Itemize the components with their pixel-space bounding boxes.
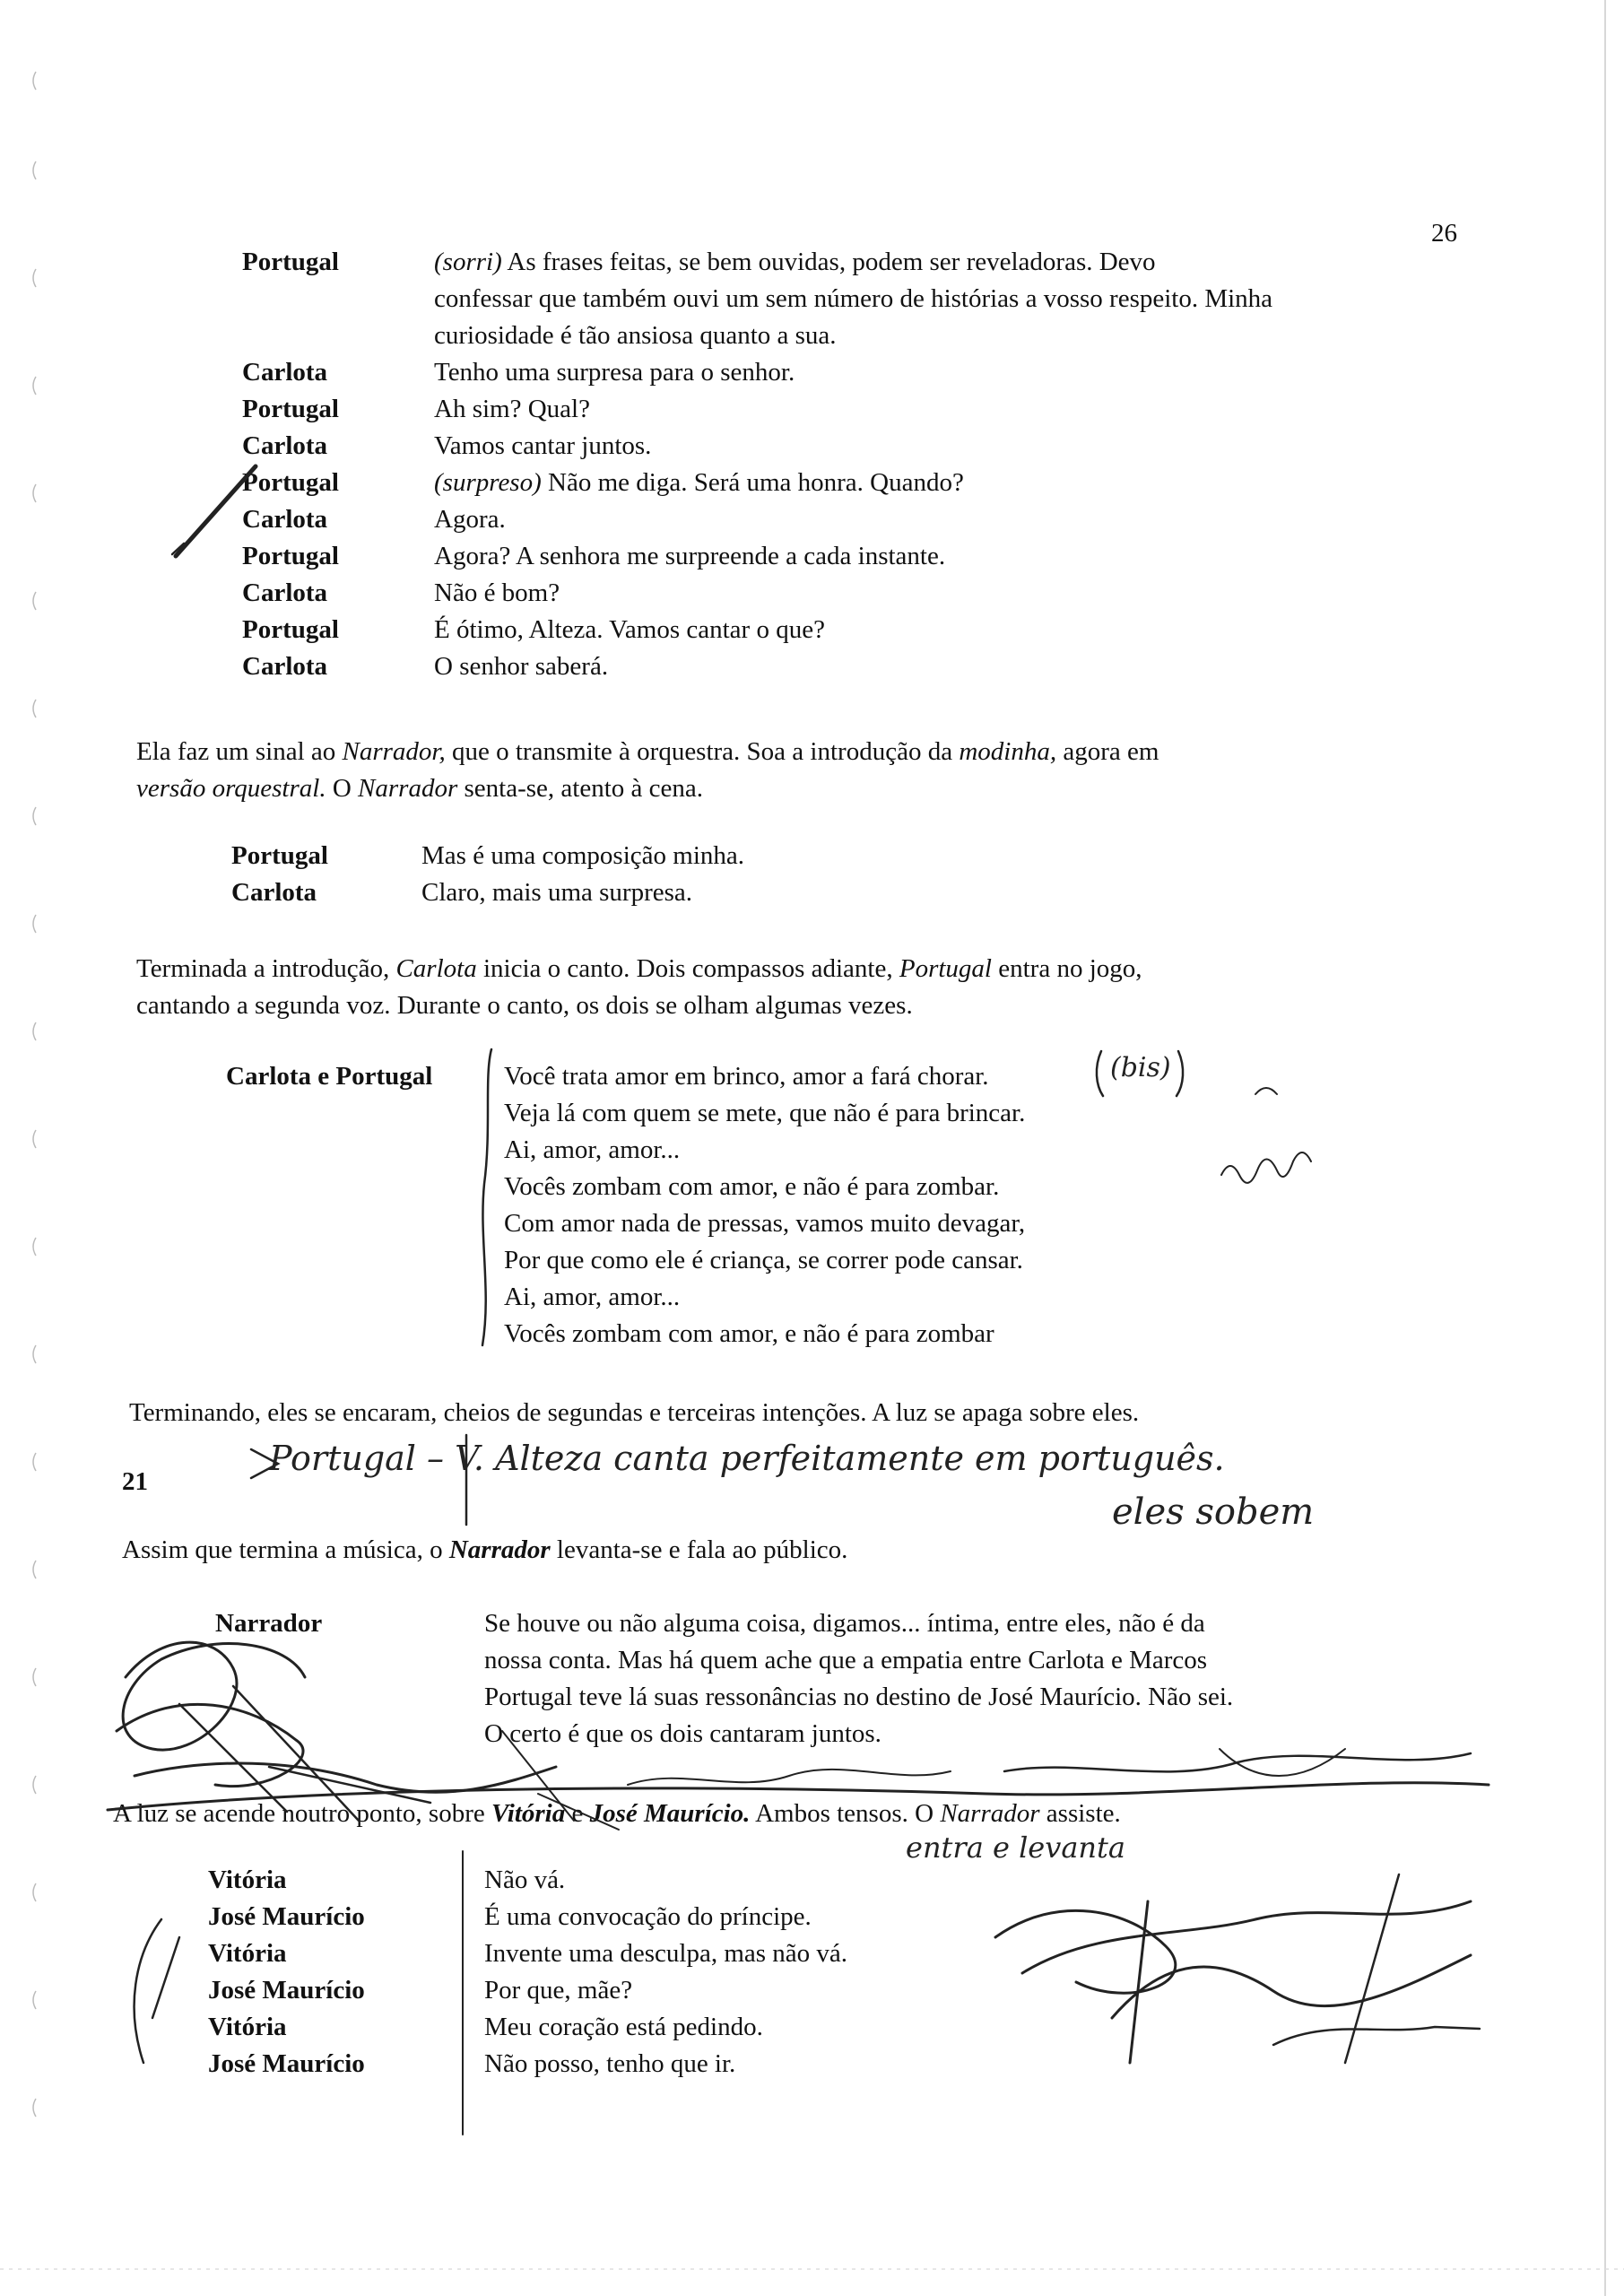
text-run: levanta-se e fala ao público.	[550, 1535, 848, 1564]
block1-speakers	[242, 244, 339, 685]
narrador-speaker: Narrador	[215, 1609, 323, 1638]
dialogue-line: Você trata amor em brinco, amor a fará chorar.	[504, 1062, 989, 1091]
speaker-name: José Maurício	[208, 1976, 365, 2005]
narrador-lines	[484, 1605, 1233, 1752]
dialogue-line	[434, 428, 1272, 465]
text-run: Vitória	[491, 1799, 566, 1828]
dialogue-line: Por que, mãe?	[484, 1976, 633, 2005]
text-run: O	[326, 774, 359, 803]
speaker-name: Portugal	[242, 395, 339, 423]
text-run: e	[565, 1799, 590, 1828]
song-speaker: Carlota e Portugal	[226, 1062, 433, 1091]
dialogue-line	[434, 391, 1272, 428]
handwritten-bis: (bis)	[1110, 1052, 1171, 1083]
dialogue-line: Ai, amor, amor...	[504, 1283, 681, 1311]
text-run: Não me diga. Será uma honra. Quando?	[541, 468, 964, 497]
dialogue-line: Mas é uma composição minha.	[421, 841, 744, 870]
text-run: confessar que também ouvi um sem número de histórias a vosso respeito. Minha	[434, 284, 1273, 313]
text-run: Assim que termina a música, o	[122, 1535, 449, 1564]
dialogue-line: É uma convocação do príncipe.	[484, 1902, 812, 1931]
page-number: 26	[1431, 219, 1457, 248]
text-run: que o transmite à orquestra. Soa a introdução da	[445, 737, 960, 766]
text-run: Agora? A senhora me surpreende a cada instante.	[434, 542, 946, 570]
dialogue-line: Não posso, tenho que ir.	[484, 2049, 736, 2078]
text-run: Narrador	[448, 1535, 551, 1564]
speaker-name: Carlota	[242, 431, 328, 460]
speaker-name: Carlota	[242, 652, 328, 681]
dialogue-line	[434, 612, 1272, 648]
speaker-name: Portugal	[231, 841, 328, 870]
dialogue-line: Não vá.	[484, 1866, 566, 1894]
text-run: Não é bom?	[434, 578, 560, 607]
speaker-name: Vitória	[208, 1939, 287, 1968]
handwritten-note-line1: Portugal – V. Alteza canta perfeitamente em português.	[269, 1439, 1225, 1478]
text-run: O senhor saberá.	[434, 652, 609, 681]
text-run: Terminada a introdução,	[136, 954, 396, 983]
text-run: inicia o canto. Dois compassos adiante,	[476, 954, 899, 983]
speaker-name: Portugal	[242, 248, 339, 276]
text-run: cantando a segunda voz. Durante o canto, os dois se olham algumas vezes.	[136, 991, 913, 1020]
dialogue-line	[434, 648, 1272, 685]
text-run: curiosidade é tão ansiosa quanto a sua.	[434, 321, 837, 350]
dialogue-line: Se houve ou não alguma coisa, digamos... íntima, entre eles, não é da	[484, 1609, 1205, 1638]
block1-lines	[434, 244, 1272, 685]
dialogue-line: Vocês zombam com amor, e não é para zombar.	[504, 1172, 1000, 1201]
dialogue-line: Por que como ele é criança, se correr pode cansar.	[504, 1246, 1023, 1274]
speaker-name: Portugal	[242, 615, 339, 644]
speaker-name: José Maurício	[208, 2049, 365, 2078]
text-run: agora em	[1056, 737, 1159, 766]
text-run: Ah sim? Qual?	[434, 395, 590, 423]
song-lines	[504, 1058, 1025, 1352]
speaker-name: Vitória	[208, 2013, 287, 2041]
text-run: entra no jogo,	[991, 954, 1142, 983]
text-run: (surpreso)	[434, 468, 542, 497]
speaker-name: Carlota	[231, 878, 317, 907]
dialogue-line	[434, 281, 1272, 317]
dialogue-line	[434, 317, 1272, 354]
text-run: Ambos tensos. O	[750, 1799, 941, 1828]
text-run: Narrador	[358, 774, 458, 803]
stage-direction-4	[122, 1532, 847, 1569]
text-run: Vamos cantar juntos.	[434, 431, 652, 460]
text-run: versão orquestral.	[136, 774, 326, 803]
dialogue-line	[434, 465, 1272, 501]
speaker-name: Vitória	[208, 1866, 287, 1894]
block3-speakers	[208, 1862, 365, 2083]
text-run: Carlota	[395, 954, 477, 983]
text-run: (sorri)	[434, 248, 502, 276]
speaker-name: Portugal	[242, 468, 339, 497]
stage-direction-1-line2	[136, 770, 703, 807]
speaker-name: Portugal	[242, 542, 339, 570]
text-run: senta-se, atento à cena.	[457, 774, 703, 803]
text-run: Agora.	[434, 505, 506, 534]
text-run: José Maurício.	[589, 1799, 751, 1828]
text-run: Ela faz um sinal ao	[136, 737, 343, 766]
text-run: Narrador,	[342, 737, 446, 766]
speaker-name: Carlota	[242, 505, 328, 534]
text-run: assiste.	[1039, 1799, 1121, 1828]
dialogue-line	[434, 538, 1272, 575]
stage-direction-1-line1	[136, 734, 1159, 770]
dialogue-line: Vocês zombam com amor, e não é para zombar	[504, 1319, 994, 1348]
speaker-name: José Maurício	[208, 1902, 365, 1931]
speaker-name	[242, 317, 339, 354]
dialogue-line	[434, 575, 1272, 612]
dialogue-line: Claro, mais uma surpresa.	[421, 878, 693, 907]
block3-lines	[484, 1862, 847, 2083]
dialogue-line	[434, 354, 1272, 391]
text-run: modinha,	[959, 737, 1057, 766]
dialogue-line	[434, 244, 1272, 281]
text-run: Tenho uma surpresa para o senhor.	[434, 358, 795, 387]
stage-direction-2-line1	[136, 951, 1142, 987]
dialogue-line: O certo é que os dois cantaram juntos.	[484, 1719, 881, 1748]
stage-direction-2-line2	[136, 987, 913, 1024]
speaker-name	[242, 281, 339, 317]
dialogue-line	[434, 501, 1272, 538]
handwritten-insert: entra e levanta	[906, 1831, 1125, 1865]
handwritten-note-line2: eles sobem	[1112, 1492, 1315, 1533]
scene-number: 21	[122, 1467, 148, 1496]
dialogue-line: Invente uma desculpa, mas não vá.	[484, 1939, 848, 1968]
text-run: Narrador	[940, 1799, 1040, 1828]
dialogue-line: Meu coração está pedindo.	[484, 2013, 763, 2041]
speaker-name: Carlota	[242, 358, 328, 387]
block2-speakers	[231, 838, 328, 911]
text-run: A luz se acende noutro ponto, sobre	[113, 1799, 492, 1828]
stage-direction-3: Terminando, eles se encaram, cheios de segundas e terceiras intenções. A luz se apaga sobre eles.	[129, 1398, 1140, 1427]
block2-lines	[421, 838, 744, 911]
speaker-name: Carlota	[242, 578, 328, 607]
dialogue-line: Veja lá com quem se mete, que não é para brincar.	[504, 1099, 1026, 1127]
dialogue-line: Portugal teve lá suas ressonâncias no destino de José Maurício. Não sei.	[484, 1683, 1234, 1711]
dialogue-line: nossa conta. Mas há quem ache que a empatia entre Carlota e Marcos	[484, 1646, 1208, 1674]
text-run: É ótimo, Alteza. Vamos cantar o que?	[434, 615, 825, 644]
text-run: Portugal	[899, 954, 992, 983]
dialogue-line: Ai, amor, amor...	[504, 1135, 681, 1164]
stage-direction-5	[113, 1796, 1121, 1832]
text-run: As frases feitas, se bem ouvidas, podem ser reveladoras. Devo	[501, 248, 1156, 276]
dialogue-line: Com amor nada de pressas, vamos muito devagar,	[504, 1209, 1026, 1238]
